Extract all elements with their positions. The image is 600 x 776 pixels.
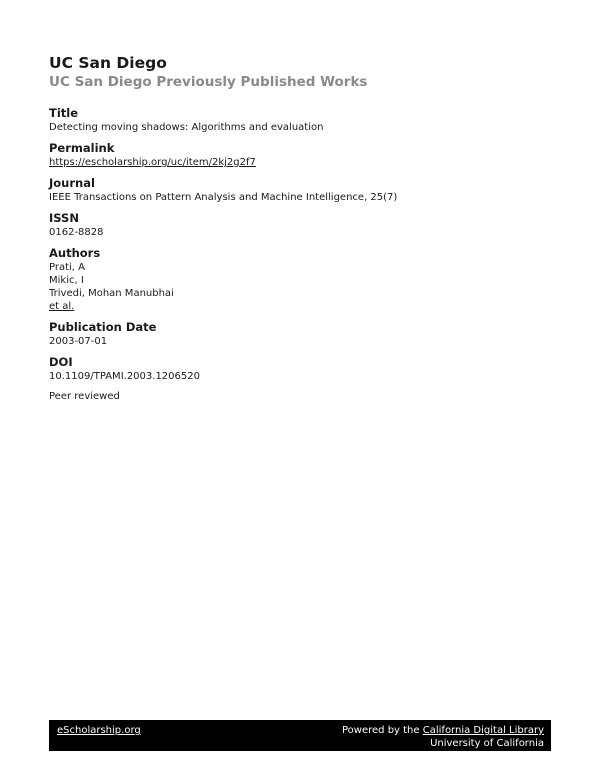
powered-by-text: Powered by the (342, 725, 420, 736)
issn-value: 0162-8828 (49, 227, 104, 238)
doi-label: DOI (49, 355, 73, 369)
publication-date-label: Publication Date (49, 320, 157, 334)
permalink-section (49, 141, 549, 169)
title-value: Detecting moving shadows: Algorithms and evaluation (49, 122, 324, 133)
title-section (49, 106, 549, 134)
journal-label: Journal (49, 176, 95, 190)
powered-by-line (342, 724, 544, 737)
institution-name: UC San Diego (49, 54, 167, 72)
issn-section (49, 211, 549, 239)
permalink-value (49, 156, 549, 169)
title-label: Title (49, 106, 79, 120)
doi-value: 10.1109/TPAMI.2003.1206520 (49, 371, 200, 382)
cdl-link[interactable]: California Digital Library (422, 725, 544, 736)
footer-credits (342, 724, 544, 750)
journal-value: IEEE Transactions on Pattern Analysis and Machine Intelligence, 25(7) (49, 192, 398, 203)
series-name: UC San Diego Previously Published Works (49, 74, 368, 90)
publication-date-section (49, 320, 549, 348)
journal-section (49, 176, 549, 204)
author-name: Mikic, I (49, 275, 84, 286)
permalink-label: Permalink (49, 141, 115, 155)
author-name: Trivedi, Mohan Manubhai (49, 288, 174, 299)
et-al-container (49, 300, 549, 313)
author-name: Prati, A (49, 262, 85, 273)
metadata-content (49, 106, 549, 403)
footer-bar (49, 720, 551, 751)
et-al-link[interactable]: et al. (49, 301, 75, 312)
permalink-link[interactable]: https://escholarship.org/uc/item/2kj2g2f7 (49, 157, 256, 168)
document-header (49, 54, 367, 91)
authors-label: Authors (49, 246, 101, 260)
doi-section (49, 355, 549, 383)
escholarship-link[interactable]: eScholarship.org (57, 725, 141, 736)
university-name: University of California (430, 738, 544, 749)
issn-label: ISSN (49, 211, 79, 225)
authors-section (49, 246, 549, 313)
peer-reviewed-note: Peer reviewed (49, 391, 120, 402)
publication-date-value: 2003-07-01 (49, 336, 108, 347)
